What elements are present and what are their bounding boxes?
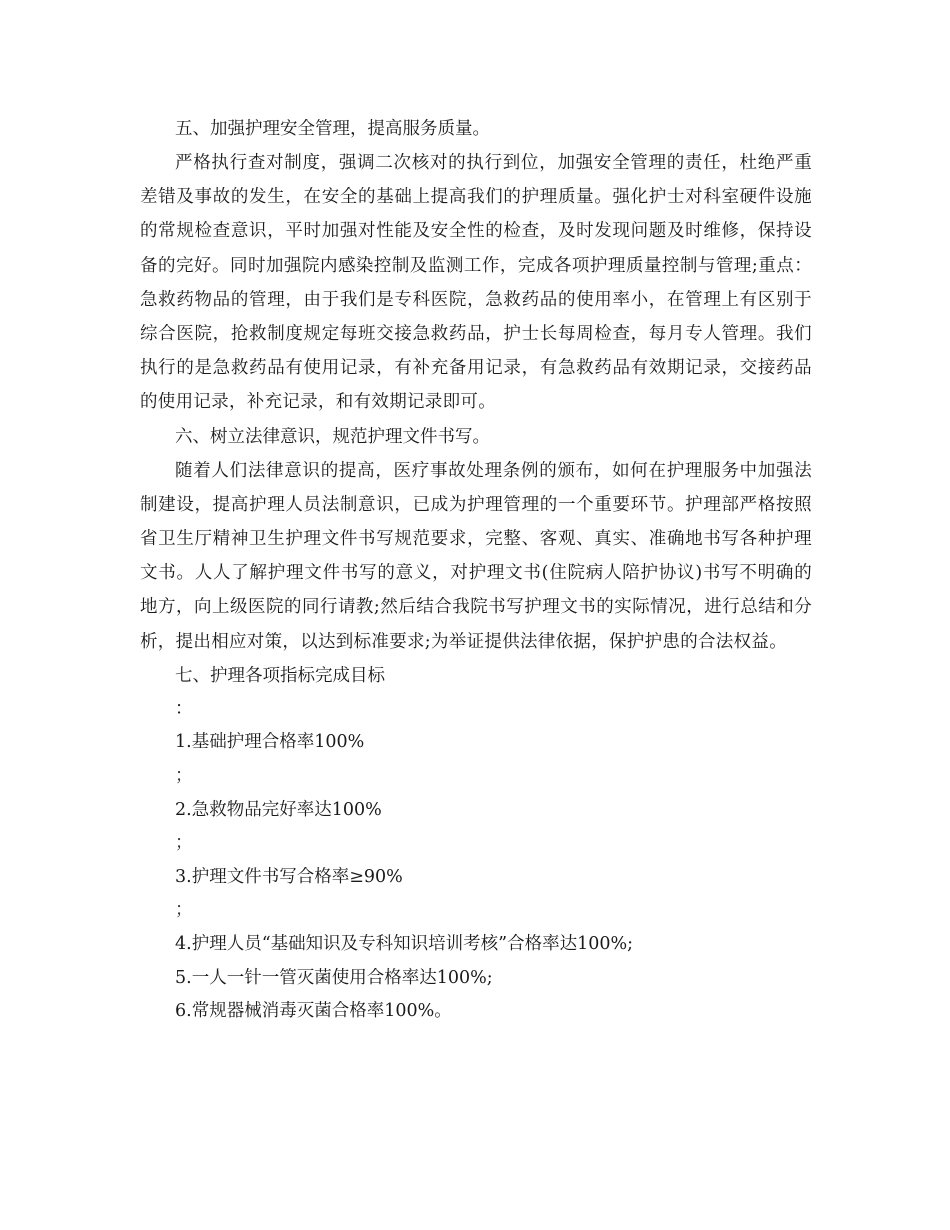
section-heading-7: 七、护理各项指标完成目标 <box>175 665 385 686</box>
section-paragraph-5: 严格执行查对制度，强调二次核对的执行到位，加强安全管理的责任，杜绝严重差错及事故的发生，在安全的基础上提高我们的护理质量。强化护士对科室硬件设施的常规检查意识，平时加强对性能及安全性的检查，及时发现问题及时维修，保持设备的完好。同时加强院内感染控制及监测工作，完成各项护理质量控制与管理;重点：急救药物品的管理，由于我们是专科医院，急救药品的使用率小，在管理上有区别于综合医院，抢救制度规定每班交接急救药品，护士长每周检查，每月专人管理。我们执行的是急救药品有使用记录，有补充备用记录，有急救药品有效期记录，交接药品的使用记录，补充记录，和有效期记录即可。 <box>140 153 812 413</box>
document-body <box>140 112 812 1029</box>
list-item: 4.护理人员“基础知识及专科知识培训考核”合格率达100%; <box>175 934 634 954</box>
list-item: 6.常规器械消毒灭菌合格率100%。 <box>175 1001 452 1022</box>
list-item: 2.急救物品完好率达100% <box>175 799 382 820</box>
list-item: 1.基础护理合格率100% <box>175 732 365 753</box>
list-separator: ； <box>175 900 193 921</box>
list-item: 5.一人一针一管灭菌使用合格率达100%; <box>175 967 493 988</box>
list-separator: ； <box>175 766 193 787</box>
list-colon: ： <box>175 698 193 719</box>
section-heading-5: 五、加强护理安全管理，提高服务质量。 <box>175 119 490 139</box>
list-separator: ； <box>175 833 193 854</box>
section-heading-6: 六、树立法律意识，规范护理文件书写。 <box>175 426 490 447</box>
section-paragraph-6: 随着人们法律意识的提高，医疗事故处理条例的颁布，如何在护理服务中加强法制建设，提高护理人员法制意识，已成为护理管理的一个重要环节。护理部严格按照省卫生厅精神卫生护理文件书写规范要求，完整、客观、真实、准确地书写各种护理文书。人人了解护理文件书写的意义，对护理文书(住院病人陪护协议)书写不明确的地方，向上级医院的同行请教;然后结合我院书写护理文书的实际情况，进行总结和分析，提出相应对策，以达到标准要求;为举证提供法律依据，保护护患的合法权益。 <box>140 460 812 652</box>
list-item: 3.护理文件书写合格率≥90% <box>175 866 403 887</box>
